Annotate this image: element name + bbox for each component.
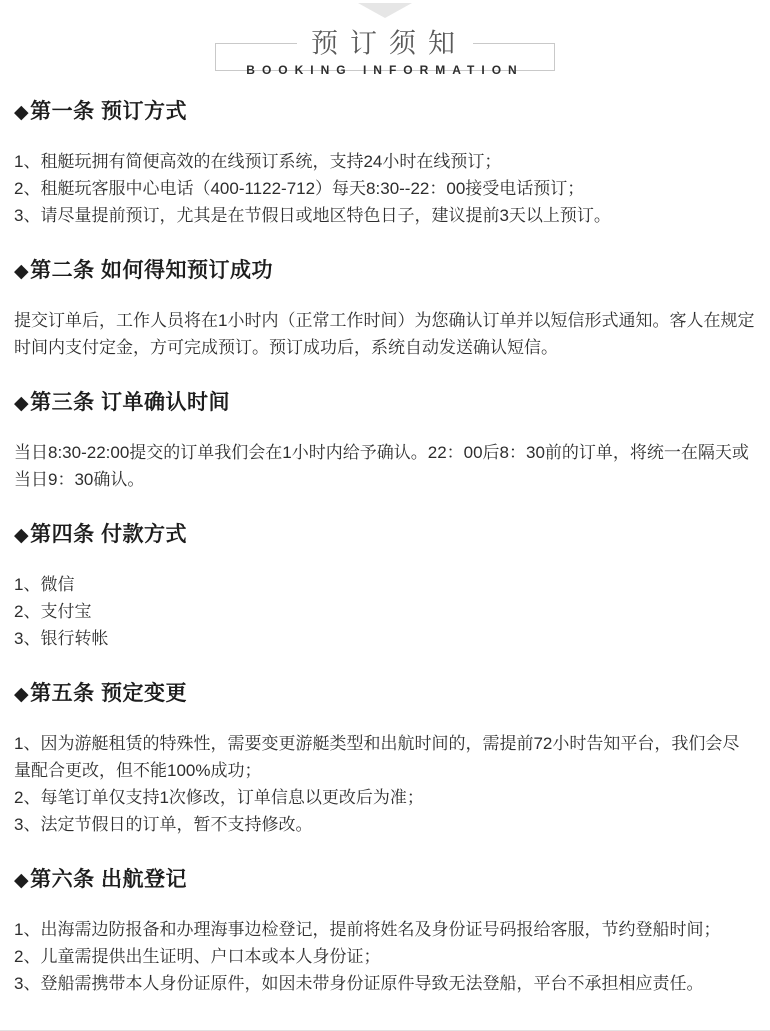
page-subtitle: BOOKING INFORMATION xyxy=(246,63,524,77)
diamond-icon: ◆ xyxy=(14,525,30,546)
section-order-confirm-time xyxy=(14,389,756,493)
section-booking-change xyxy=(14,680,756,838)
section-item: 1、租艇玩拥有简便高效的在线预订系统，支持24小时在线预订； xyxy=(14,152,502,171)
section-item: 2、租艇玩客服中心电话（400-1122-712）每天8:30--22：00接受电话预订； xyxy=(14,179,585,198)
section-item: 3、银行转帐 xyxy=(14,629,109,648)
section-heading xyxy=(14,389,756,418)
section-heading xyxy=(14,866,756,895)
section-heading-text: 第一条 预订方式 xyxy=(30,100,187,123)
section-heading-text: 第五条 预定变更 xyxy=(30,682,187,705)
section-heading-text: 第三条 订单确认时间 xyxy=(30,391,230,414)
diamond-icon: ◆ xyxy=(14,261,30,282)
section-item: 3、法定节假日的订单，暂不支持修改。 xyxy=(14,815,313,834)
section-item: 1、微信 xyxy=(14,575,75,594)
diamond-icon: ◆ xyxy=(14,393,30,414)
section-item: 提交订单后，工作人员将在1小时内（正常工作时间）为您确认订单并以短信形式通知。客人在规定时间内支付定金，方可完成预订。预订成功后，系统自动发送确认短信。 xyxy=(14,311,755,357)
section-payment-method xyxy=(14,521,756,652)
section-departure-registration xyxy=(14,866,756,997)
diamond-icon: ◆ xyxy=(14,870,30,891)
pointer-triangle-icon xyxy=(358,3,412,18)
section-booking-method xyxy=(14,98,756,229)
section-heading xyxy=(14,257,756,286)
section-item: 2、每笔订单仅支持1次修改，订单信息以更改后为准； xyxy=(14,788,424,807)
section-booking-confirmation xyxy=(14,257,756,361)
section-item: 3、请尽量提前预订，尤其是在节假日或地区特色日子，建议提前3天以上预订。 xyxy=(14,206,611,225)
section-item: 1、因为游艇租赁的特殊性，需要变更游艇类型和出航时间的，需提前72小时告知平台，我们会尽量配合更改，但不能100%成功； xyxy=(14,734,740,780)
section-heading-text: 第二条 如何得知预订成功 xyxy=(30,259,273,282)
section-item: 当日8:30-22:00提交的订单我们会在1小时内给予确认。22：00后8：30前的订单，将统一在隔天或当日9：30确认。 xyxy=(14,443,749,489)
section-heading xyxy=(14,521,756,550)
page-title: 预订须知 xyxy=(297,31,473,58)
section-heading xyxy=(14,98,756,127)
section-item: 2、支付宝 xyxy=(14,602,92,621)
diamond-icon: ◆ xyxy=(14,684,30,705)
page-header xyxy=(215,28,555,77)
section-item: 1、出海需边防报备和办理海事边检登记，提前将姓名及身份证号码报给客服，节约登船时间； xyxy=(14,920,721,939)
section-heading-text: 第四条 付款方式 xyxy=(30,523,187,546)
section-item: 3、登船需携带本人身份证原件，如因未带身份证原件导致无法登船，平台不承担相应责任。 xyxy=(14,974,704,993)
section-item: 2、儿童需提供出生证明、户口本或本人身份证； xyxy=(14,947,381,966)
section-heading-text: 第六条 出航登记 xyxy=(30,868,187,891)
diamond-icon: ◆ xyxy=(14,102,30,123)
section-heading xyxy=(14,680,756,709)
